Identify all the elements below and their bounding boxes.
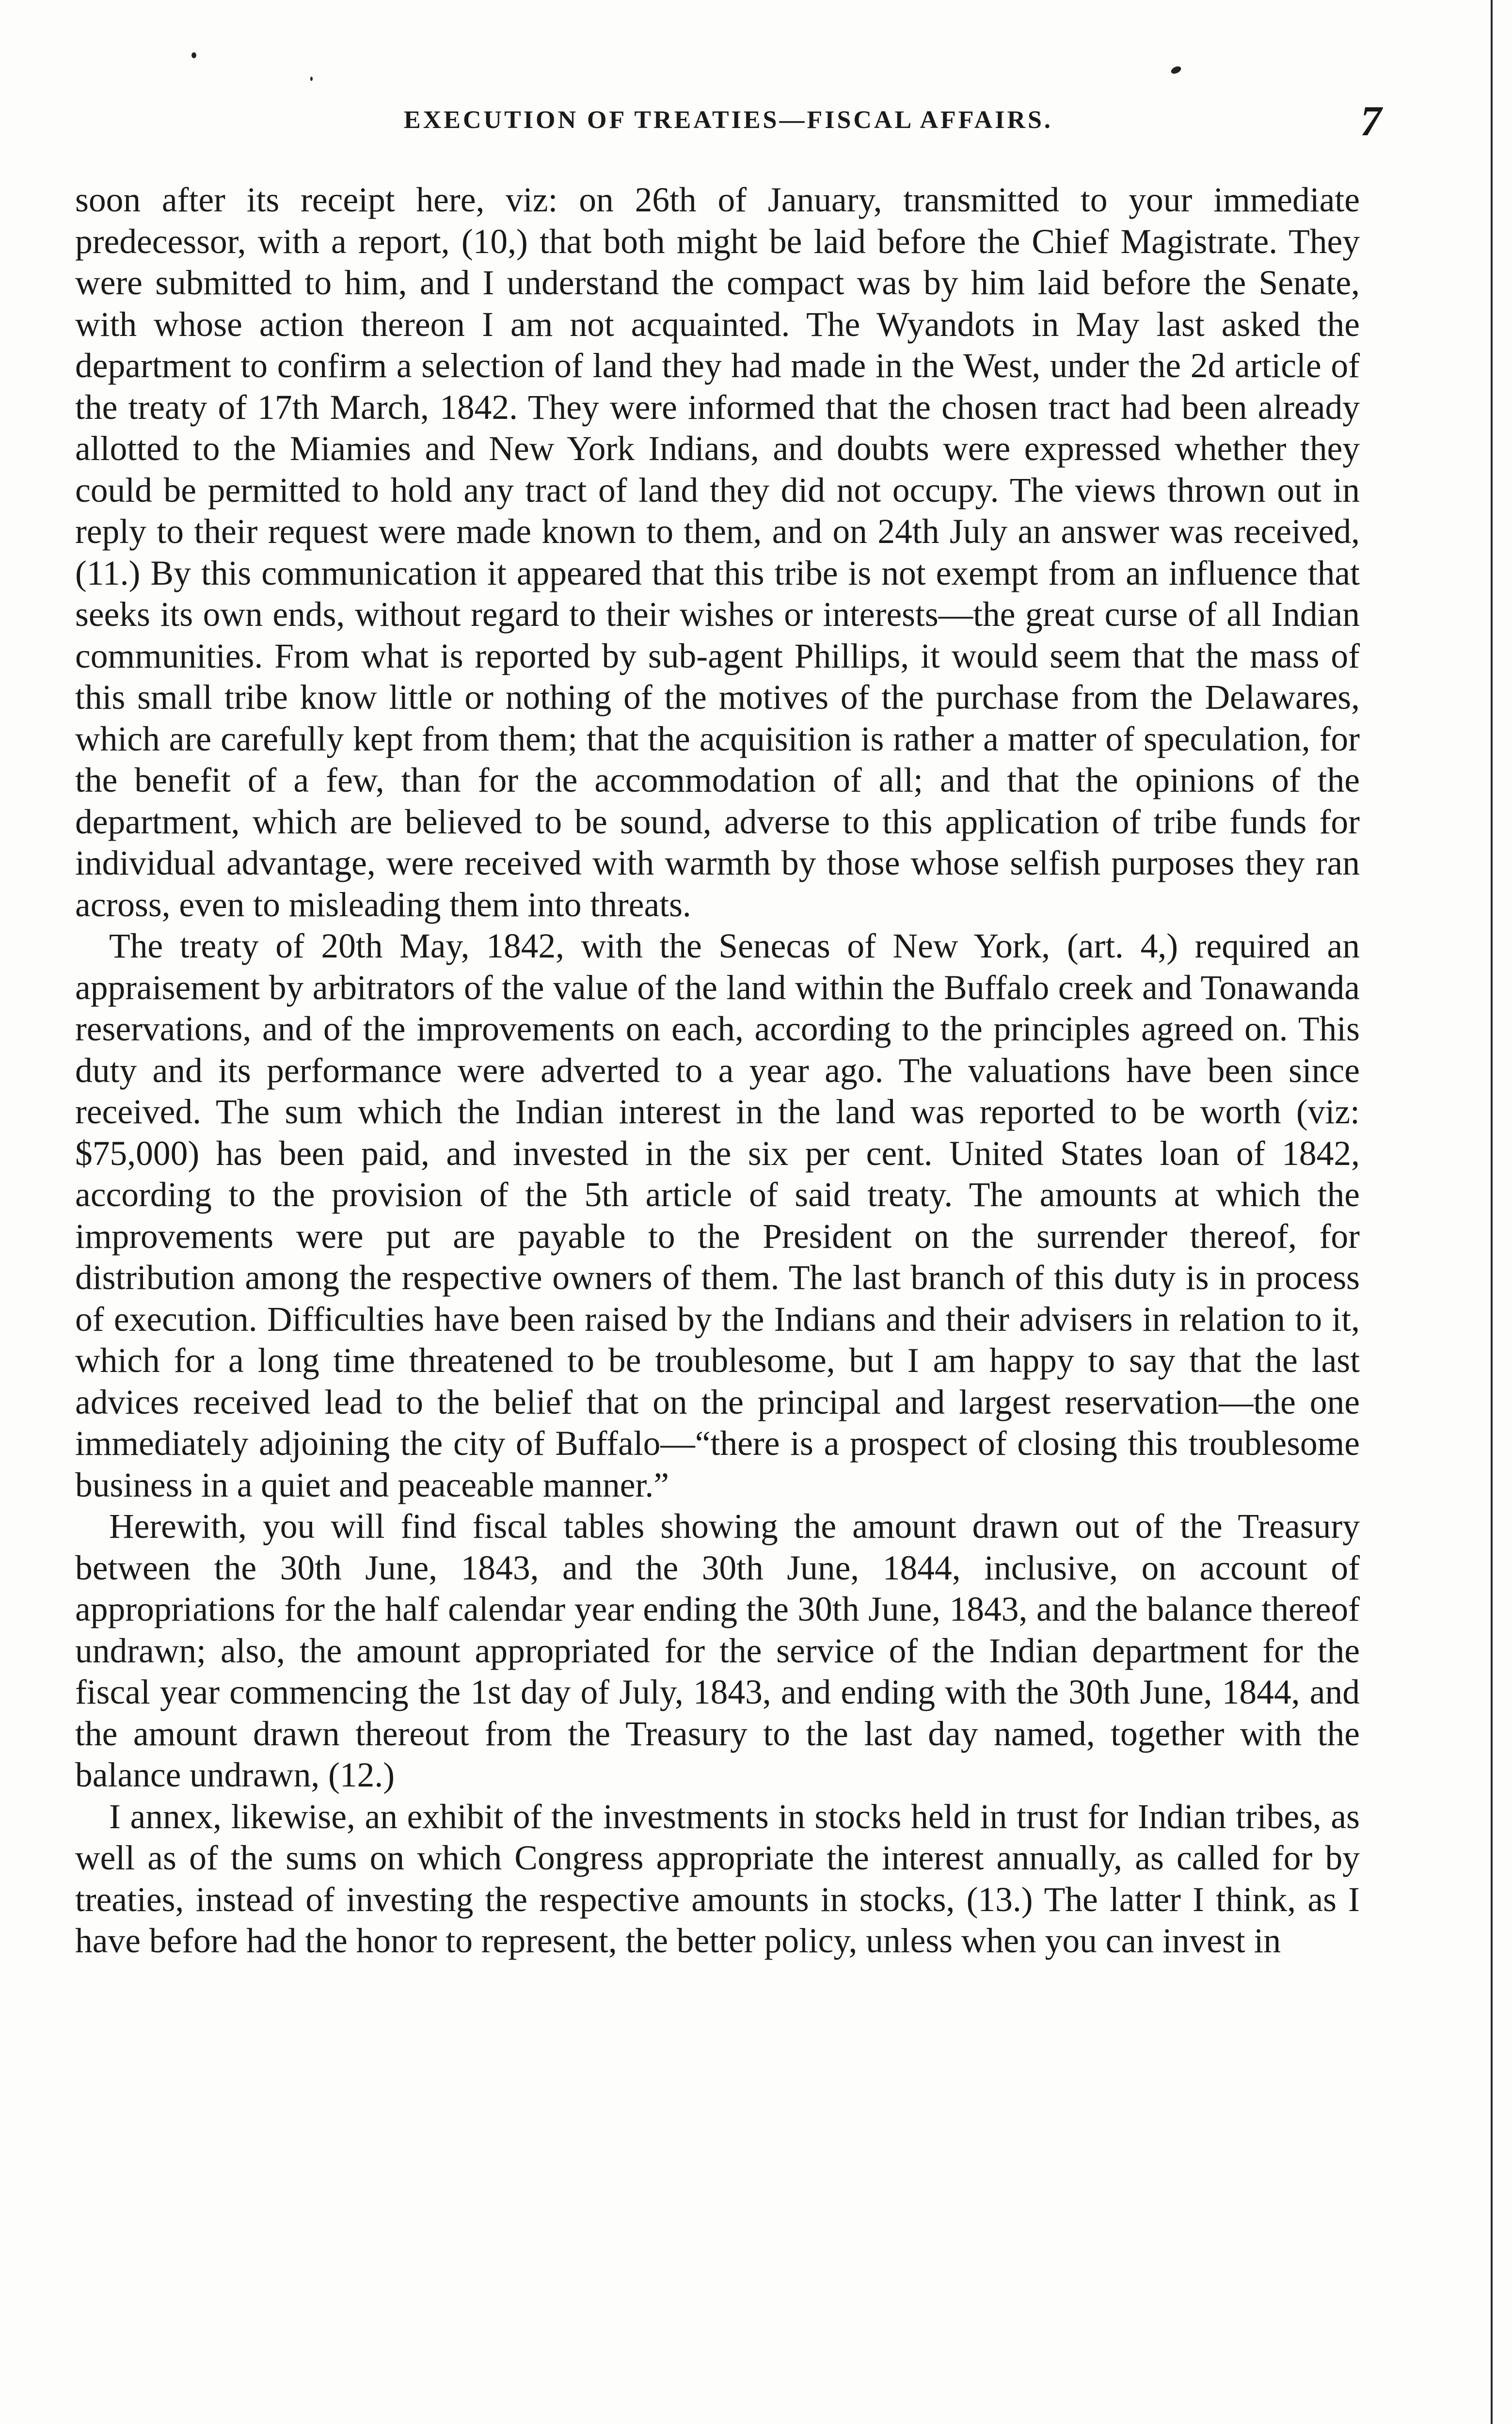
paragraph-investments: I annex, likewise, an exhibit of the investments in stocks held in trust for Indian tribes, as well as of the sums on which Congress appropriate the interest annually, as called for by treaties, instead of investing the respective amounts in stocks, (13.) The latter I think, as I have before had the honor to represent, the better policy, unless when you can invest in: [75, 1797, 1360, 1960]
paragraph-continued: soon after its receipt here, viz: on 26th of January, transmitted to your immediate predecessor, with a report, (10,) that both might be laid before the Chief Magistrate. They were submitted to him, and I understand the compact was by him laid before the Senate, with whose action thereon I am not acquainted. The Wyandots in May last asked the department to confirm a selection of land they had made in the West, under the 2d article of the treaty of 17th March, 1842. They were informed that the chosen tract had been already allotted to the Miamies and New York Indians, and doubts were expressed whether they could be permitted to hold any tract of land they did not occupy. The views thrown out in reply to their request were made known to them, and on 24th July an answer was received, (11.) By this communication it appeared that this tribe is not exempt from an influence that seeks its own ends, without regard to their wishes or interests—the great curse of all Indian communities. From what is reported by sub-agent Phillips, it would seem that the mass of this small tribe know little or nothing of the motives of the purchase from the Delawares, which are carefully kept from them; that the acquisition is rather a matter of speculation, for the benefit of a few, than for the accommodation of all; and that the opinions of the department, which are believed to be sound, adverse to this application of tribe funds for individual advantage, were received with warmth by those whose selfish purposes they ran across, even to misleading them into threats.: [75, 181, 1360, 924]
paragraph-fiscal-tables: Herewith, you will find fiscal tables showing the amount drawn out of the Treasury between the 30th June, 1843, and the 30th June, 1844, inclusive, on account of appropriations for the half calendar year ending the 30th June, 1843, and the balance thereof undrawn; also, the amount appropriated for the service of the Indian department for the fiscal year commencing the 1st day of July, 1843, and ending with the 30th June, 1844, and the amount drawn thereout from the Treasury to the last day named, together with the balance undrawn, (12.): [75, 1507, 1360, 1794]
body-text: [75, 179, 1360, 1962]
ink-speck: [310, 77, 313, 81]
paragraph-seneca-treaty: The treaty of 20th May, 1842, with the Senecas of New York, (art. 4,) required an appraisement by arbitrators of the value of the land within the Buffalo creek and Tonawanda reservations, and of the improvements on each, according to the principles agreed on. This duty and its performance were adverted to a year ago. The valuations have been since received. The sum which the Indian interest in the land was reported to be worth (viz: $75,000) has been paid, and invested in the six per cent. United States loan of 1842, according to the provision of the 5th article of said treaty. The amounts at which the improvements were put are payable to the President on the surrender thereof, for distribution among the respective owners of them. The last branch of this duty is in process of execution. Difficulties have been raised by the Indians and their advisers in relation to it, which for a long time threatened to be troublesome, but I am happy to say that the last advices received lead to the belief that on the principal and largest reservation—the one immediately adjoining the city of Buffalo—“there is a prospect of closing this troublesome business in a quiet and peaceable manner.”: [75, 927, 1360, 1504]
running-head: EXECUTION OF TREATIES—FISCAL AFFAIRS.: [404, 106, 1053, 134]
page-number: 7: [1360, 98, 1382, 145]
ink-speck: [1170, 65, 1182, 75]
ink-speck: [191, 52, 196, 58]
page-edge-line: [1491, 0, 1493, 2424]
page-header: [75, 97, 1382, 150]
